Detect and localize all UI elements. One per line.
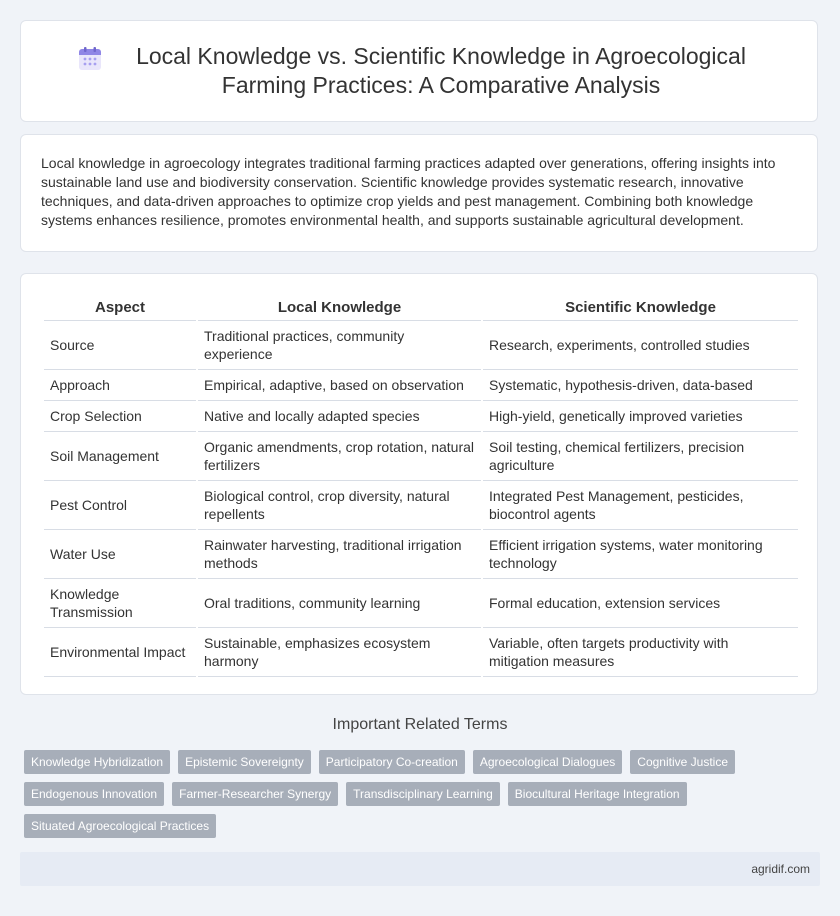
footer-site-link[interactable]: agridif.com — [751, 862, 810, 876]
related-term-tag[interactable]: Epistemic Sovereignty — [178, 750, 311, 774]
aspect-cell: Approach — [44, 370, 196, 401]
table-row — [44, 321, 798, 370]
local-cell: Native and locally adapted species — [198, 401, 481, 432]
title-wrap — [77, 42, 761, 100]
footer — [20, 852, 820, 886]
related-terms-title: Important Related Terms — [332, 716, 508, 733]
table-row — [44, 432, 798, 481]
local-cell: Oral traditions, community learning — [198, 579, 481, 628]
comparison-card — [20, 273, 818, 695]
local-cell: Organic amendments, crop rotation, natural fertilizers — [198, 432, 481, 481]
scientific-cell: Systematic, hypothesis-driven, data-based — [483, 370, 798, 401]
page-title: Local Knowledge vs. Scientific Knowledge in Agroecological Farming Practices: A Comparative Analysis — [136, 43, 746, 98]
table-header-row — [44, 294, 798, 321]
scientific-cell: Soil testing, chemical fertilizers, precision agriculture — [483, 432, 798, 481]
related-terms-list — [24, 750, 804, 846]
comparison-table — [42, 294, 800, 677]
local-cell: Empirical, adaptive, based on observation — [198, 370, 481, 401]
header-scientific-knowledge: Scientific Knowledge — [483, 294, 798, 321]
table-row — [44, 401, 798, 432]
scientific-cell: Variable, often targets productivity with mitigation measures — [483, 628, 798, 677]
related-term-tag[interactable]: Transdisciplinary Learning — [346, 782, 500, 806]
aspect-cell: Crop Selection — [44, 401, 196, 432]
aspect-cell: Soil Management — [44, 432, 196, 481]
scientific-cell: Research, experiments, controlled studies — [483, 321, 798, 370]
intro-paragraph: Local knowledge in agroecology integrates traditional farming practices adapted over generations, offering insights into sustainable land use and biodiversity conservation. Scientific knowledge provides systematic research, innovative techniques, and data-driven approaches to optimize crop yields and pest management. Combining both knowledge systems enhances resilience, promotes environmental health, and supports sustainable agricultural development. — [41, 155, 776, 228]
header-aspect: Aspect — [44, 294, 196, 321]
scientific-cell: Efficient irrigation systems, water monitoring technology — [483, 530, 798, 579]
related-term-tag[interactable]: Situated Agroecological Practices — [24, 814, 216, 838]
aspect-cell: Water Use — [44, 530, 196, 579]
related-term-tag[interactable]: Farmer-Researcher Synergy — [172, 782, 338, 806]
local-cell: Biological control, crop diversity, natural repellents — [198, 481, 481, 530]
related-term-tag[interactable]: Knowledge Hybridization — [24, 750, 170, 774]
table-row — [44, 530, 798, 579]
table-row — [44, 481, 798, 530]
scientific-cell: High-yield, genetically improved varieties — [483, 401, 798, 432]
local-cell: Traditional practices, community experience — [198, 321, 481, 370]
header-local-knowledge: Local Knowledge — [198, 294, 481, 321]
table-row — [44, 579, 798, 628]
local-cell: Sustainable, emphasizes ecosystem harmony — [198, 628, 481, 677]
related-term-tag[interactable]: Endogenous Innovation — [24, 782, 164, 806]
related-term-tag[interactable]: Participatory Co-creation — [319, 750, 465, 774]
aspect-cell: Knowledge Transmission — [44, 579, 196, 628]
table-row — [44, 370, 798, 401]
title-card — [20, 20, 818, 122]
intro-card — [20, 134, 818, 252]
scientific-cell: Formal education, extension services — [483, 579, 798, 628]
scientific-cell: Integrated Pest Management, pesticides, biocontrol agents — [483, 481, 798, 530]
aspect-cell: Source — [44, 321, 196, 370]
related-term-tag[interactable]: Biocultural Heritage Integration — [508, 782, 687, 806]
local-cell: Rainwater harvesting, traditional irrigation methods — [198, 530, 481, 579]
aspect-cell: Environmental Impact — [44, 628, 196, 677]
calendar-icon — [77, 46, 103, 72]
related-term-tag[interactable]: Cognitive Justice — [630, 750, 735, 774]
related-term-tag[interactable]: Agroecological Dialogues — [473, 750, 622, 774]
aspect-cell: Pest Control — [44, 481, 196, 530]
table-row — [44, 628, 798, 677]
